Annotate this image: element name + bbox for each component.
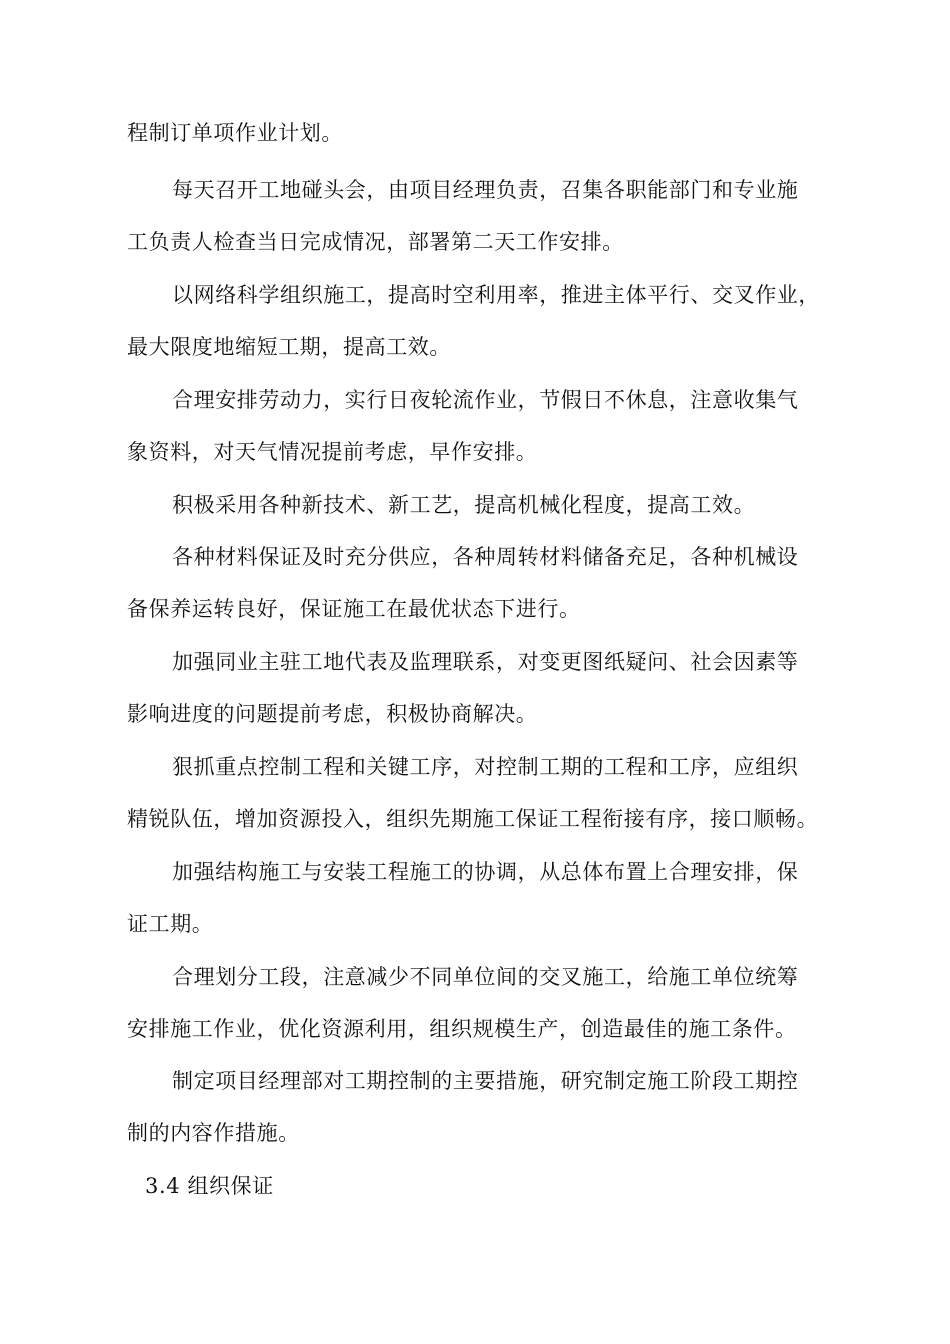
section-heading: 3.4 组织保证: [145, 1174, 274, 1198]
paragraph-first-line: 加强结构施工与安装工程施工的协调，从总体布置上合理安排，保: [172, 860, 799, 884]
paragraph-first-line: 制定项目经理部对工期控制的主要措施，研究制定施工阶段工期控: [172, 1069, 799, 1093]
paragraph-first-line: 狠抓重点控制工程和关键工序，对控制工期的工程和工序，应组织: [172, 755, 799, 779]
text-line: 备保养运转良好，保证施工在最优状态下进行。: [127, 597, 581, 621]
text-line: 影响进度的问题提前考虑，积极协商解决。: [127, 702, 538, 726]
paragraph-first-line: 合理安排劳动力，实行日夜轮流作业，节假日不休息，注意收集气: [172, 388, 799, 412]
paragraph-first-line: 积极采用各种新技术、新工艺，提高机械化程度，提高工效。: [172, 493, 756, 517]
paragraph-first-line: 各种材料保证及时充分供应，各种周转材料储备充足，各种机械设: [172, 545, 799, 569]
text-line: 程制订单项作业计划。: [127, 121, 343, 145]
text-line: 最大限度地缩短工期，提高工效。: [127, 335, 451, 359]
paragraph-first-line: 加强同业主驻工地代表及监理联系，对变更图纸疑问、社会因素等: [172, 650, 799, 674]
paragraph-first-line: 以网络科学组织施工，提高时空利用率，推进主体平行、交叉作业，: [172, 283, 820, 307]
paragraph-first-line: 每天召开工地碰头会，由项目经理负责，召集各职能部门和专业施: [172, 178, 799, 202]
paragraph-first-line: 合理划分工段，注意减少不同单位间的交叉施工，给施工单位统筹: [172, 965, 799, 989]
text-line: 制的内容作措施。: [127, 1121, 300, 1145]
text-line: 精锐队伍，增加资源投入，组织先期施工保证工程衔接有序，接口顺畅。: [127, 807, 819, 831]
text-line: 工负责人检查当日完成情况，部署第二天工作安排。: [127, 230, 624, 254]
text-line: 象资料，对天气情况提前考虑，早作安排。: [127, 440, 538, 464]
text-line: 证工期。: [127, 912, 214, 936]
text-line: 安排施工作业，优化资源利用，组织规模生产，创造最佳的施工条件。: [127, 1017, 797, 1041]
